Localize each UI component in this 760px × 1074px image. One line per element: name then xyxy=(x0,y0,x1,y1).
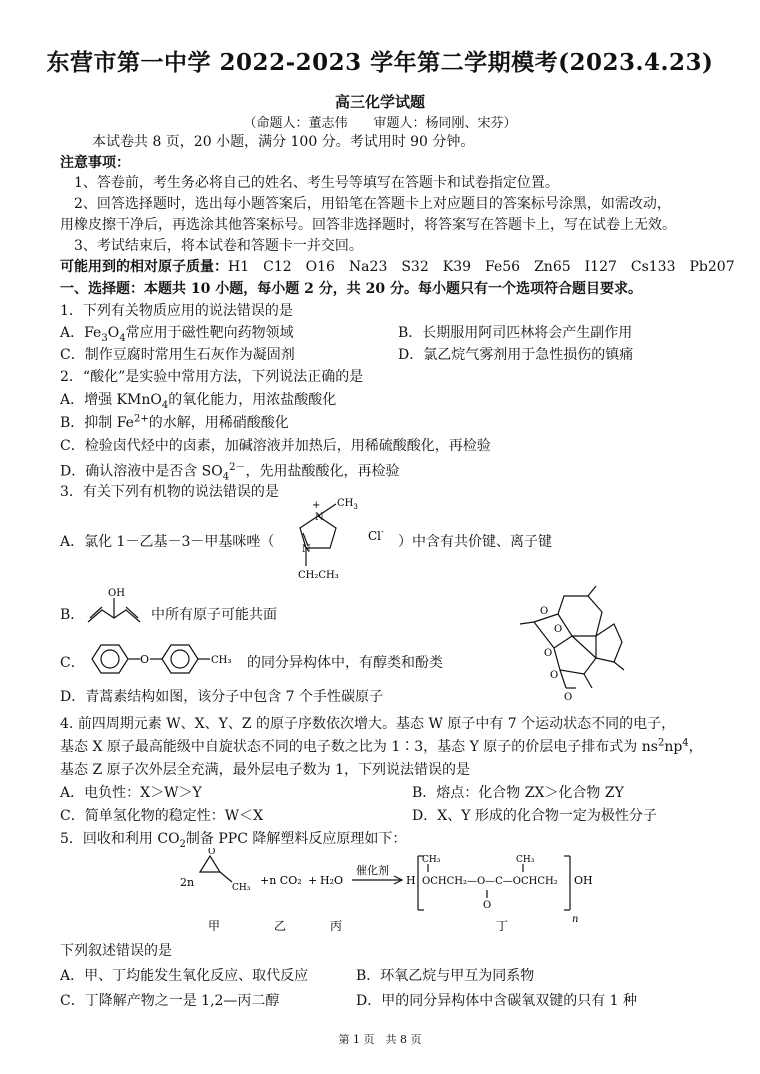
q3-option-a-text: A．氯化 1－乙基－3－甲基咪唑（ xyxy=(60,534,275,550)
eq-ch3-right: CH₃ xyxy=(516,855,535,865)
art-o2: O xyxy=(554,624,563,635)
q4-line-1: 4. 前四周期元素 W、X、Y、Z 的原子序数依次增大。基态 W 原子中有 7 个运动状态不同的电子， xyxy=(60,716,676,732)
notice-2b: 用橡皮擦干净后，再选涂其他答案标号。回答非选择题时，将答案写在答题卡上，写在试卷上无效。 xyxy=(60,217,676,233)
eq-h: H xyxy=(406,874,416,887)
q3-option-b-text: 中所有原子可能共面 xyxy=(151,607,277,623)
q4-option-a: A．电负性：X＞W＞Y xyxy=(60,785,202,801)
q3-option-d: D．青蒿素结构如图，该分子中包含 7 个手性碳原子 xyxy=(60,689,384,705)
imidazolium-structure xyxy=(288,496,403,586)
eq-chain: OCHCH₂—O—C—OCHCH₂ xyxy=(422,876,558,887)
notice-1: 1、答卷前，考生务必将自己的姓名、考生号等填写在答题卡和试卷指定位置。 xyxy=(74,175,559,191)
notice-2a: 2、回答选择题时，选出每小题答案后，用铅笔在答题卡上对应题目的答案标号涂黑，如需改动， xyxy=(74,196,671,212)
q5-option-d: D．甲的同分异构体中含碳氧双键的只有 1 种 xyxy=(356,993,638,1009)
exam-subtitle: 高三化学试题 xyxy=(334,93,425,111)
diphenyl-ether-structure xyxy=(84,640,244,678)
ether-o: O xyxy=(140,653,150,666)
artemisinin-structure xyxy=(510,584,628,702)
label-bing: 丙 xyxy=(330,919,343,933)
imid-n2: N xyxy=(302,544,311,555)
ether-ch3: CH₃ xyxy=(211,655,232,666)
q4-line-3: 基态 Z 原子次外层全充满，最外层电子数为 1，下列说法错误的是 xyxy=(60,762,470,778)
q3-option-a-tail: ）中含有共价键、离子键 xyxy=(398,534,552,550)
q1-option-c: C．制作豆腐时常用生石灰作为凝固剂 xyxy=(60,347,295,363)
q1-stem: 1．下列有关物质应用的说法错误的是 xyxy=(60,303,293,319)
q5-option-c: C．丁降解产物之一是 1,2—丙二醇 xyxy=(60,993,280,1009)
q3-option-c-label: C． xyxy=(60,655,85,671)
q1-option-d: D．氯乙烷气雾剂用于急性损伤的镇痛 xyxy=(398,347,634,363)
imid-cl: Cl- xyxy=(368,527,384,543)
imid-n1: N xyxy=(315,512,324,523)
page-number: 第 1 页 共 8 页 xyxy=(338,1033,422,1046)
exam-summary: 本试卷共 8 页，20 小题，满分 100 分。考试用时 90 分钟。 xyxy=(92,134,475,150)
pentadienol-oh: OH xyxy=(108,588,125,599)
q2-option-a: A．增强 KMnO$_4$的氧化能力，用浓盐酸酸化 xyxy=(60,392,337,411)
art-o1: O xyxy=(540,606,549,617)
eq-co2: +n CO₂ xyxy=(260,874,302,887)
atomic-label: 可能用到的相对原子质量： xyxy=(60,259,228,275)
q2-stem: 2．“酸化”是实验中常用方法，下列说法正确的是 xyxy=(60,369,364,385)
q2-option-b: B．抑制 $Fe^{2+}$的水解，用稀硝酸酸化 xyxy=(60,413,289,431)
section-heading: 一、选择题：本题共 10 小题，每小题 2 分，共 20 分。每小题只有一个选项符合题目要求。 xyxy=(60,281,642,297)
q5-judge: 下列叙述错误的是 xyxy=(60,943,172,959)
q3-option-b-label: B． xyxy=(60,607,85,623)
art-o4: O xyxy=(550,670,559,681)
eq-coeff-2n: 2n xyxy=(180,876,195,889)
eq-oh: OH xyxy=(574,874,593,887)
eq-carbonyl-o: O xyxy=(483,900,492,911)
q5-option-b: B．环氧乙烷与甲互为同系物 xyxy=(356,968,535,984)
q4-option-c: C．简单氢化物的稳定性：W＜X xyxy=(60,808,264,824)
imid-ethyl: CH₂CH₃ xyxy=(298,570,339,581)
art-o3: O xyxy=(544,648,553,659)
q4-option-d: D．X、Y 形成的化合物一定为极性分子 xyxy=(412,808,657,824)
imid-ch3: $CH_3$ xyxy=(337,498,358,511)
q4-line-2: 基态 X 原子最高能级中自旋状态不同的电子数之比为 1∶3，基态 Y 原子的价层电子排布式为 $ns^2np^4$， xyxy=(60,737,703,755)
q3-stem: 3．有关下列有机物的说法错误的是 xyxy=(60,484,279,500)
q1-option-a: A．$Fe_3O_4$常应用于磁性靶向药物领域 xyxy=(60,325,294,344)
eq-n: n xyxy=(572,914,579,925)
eq-catalyst: 催化剂 xyxy=(356,864,389,877)
ppc-reaction-equation xyxy=(178,848,618,934)
notice-3: 3、考试结束后，将本试卷和答题卡一并交回。 xyxy=(74,238,363,254)
exam-authors: （命题人：董志伟 审题人：杨同刚、宋芬） xyxy=(243,116,517,131)
eq-plus: + xyxy=(308,874,318,887)
exam-title: 东营市第一中学 2022-2023 学年第二学期模考(2023.4.23) xyxy=(46,49,714,76)
label-yi: 乙 xyxy=(274,919,287,933)
q4-option-b: B．熔点：化合物 ZX＞化合物 ZY xyxy=(412,785,624,801)
q5-option-a: A．甲、丁均能发生氧化反应、取代反应 xyxy=(60,968,309,984)
notice-title: 注意事项： xyxy=(60,155,130,171)
eq-ch3-left: CH₃ xyxy=(422,855,441,865)
imid-plus: + xyxy=(312,500,321,511)
q5-stem: 5．回收和利用 $CO_2$制备 PPC 降解塑料反应原理如下： xyxy=(60,831,407,850)
atomic-masses xyxy=(60,256,735,276)
q3-option-c-text: 的同分异构体中，有醇类和酚类 xyxy=(247,655,443,671)
eq-h2o: H₂O xyxy=(320,874,344,887)
label-ding: 丁 xyxy=(496,919,509,933)
q2-option-c: C．检验卤代烃中的卤素，加碱溶液并加热后，用稀硫酸酸化，再检验 xyxy=(60,438,491,454)
art-o5: O xyxy=(564,692,573,702)
atomic-values: H1 C12 O16 Na23 S32 K39 Fe56 Zn65 I127 Cs133 Pb207 xyxy=(228,259,735,275)
label-jia: 甲 xyxy=(208,919,221,933)
q1-option-b: B．长期服用阿司匹林将会产生副作用 xyxy=(398,325,633,341)
q2-option-d: D．确认溶液中是否含 $SO_4^{2-}$，先用盐酸酸化，再检验 xyxy=(60,462,400,483)
pentadienol-structure xyxy=(84,584,146,630)
eq-epoxide-ch3: CH₃ xyxy=(232,883,251,893)
eq-epoxide-o: O xyxy=(208,848,216,857)
